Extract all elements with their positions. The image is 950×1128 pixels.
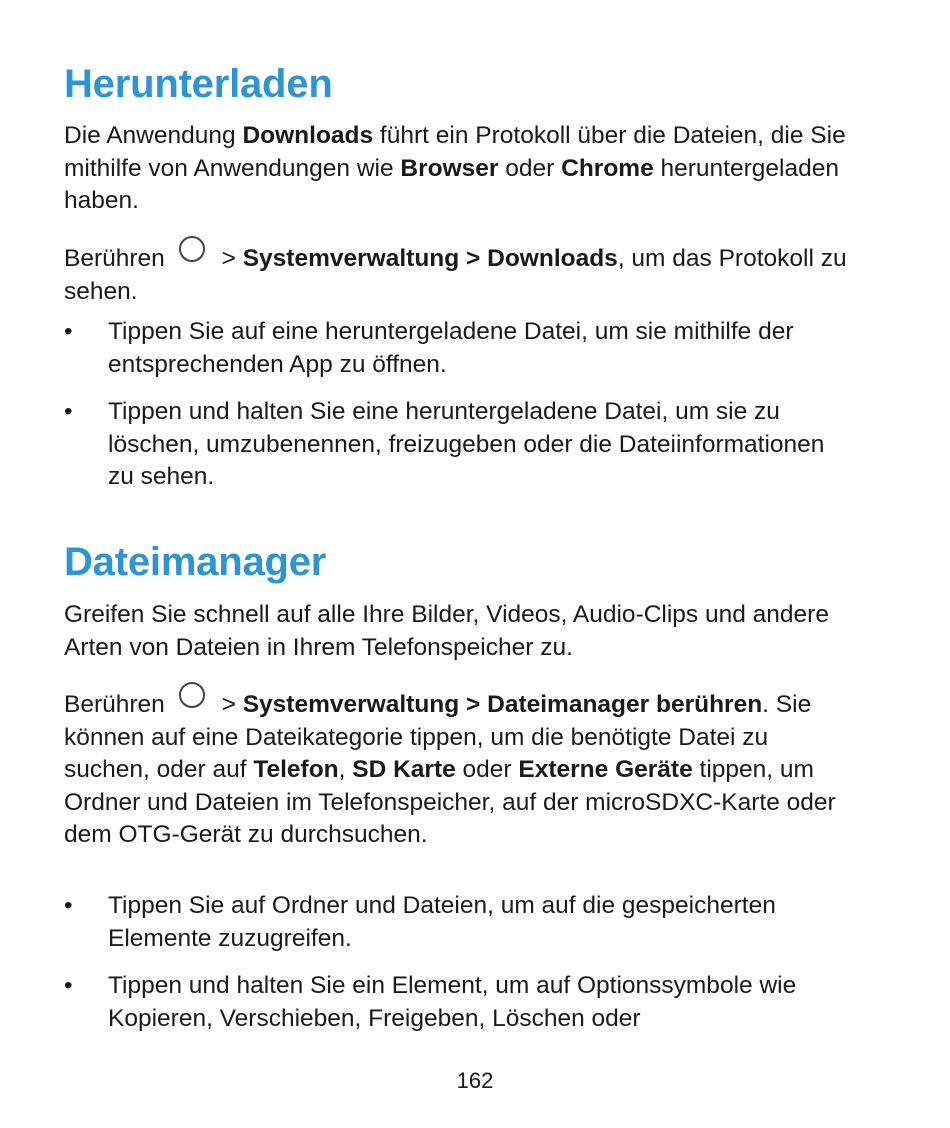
section-title-dateimanager: Dateimanager <box>64 540 327 584</box>
list-item-text: Tippen Sie auf Ordner und Dateien, um auf die gespeicherten Elemente zuzugreifen. <box>108 892 776 952</box>
bold-path-downloads: Systemverwaltung > Downloads <box>242 245 618 272</box>
bullet-icon: • <box>64 318 73 345</box>
paragraph-file-manager-path <box>64 682 854 852</box>
bold-externe-geraete: Externe Geräte <box>518 756 693 783</box>
text-run: Berühren <box>64 245 165 272</box>
list-item <box>64 970 864 1035</box>
list-item-text: Tippen und halten Sie ein Element, um auf Optionssymbole wie Kopieren, Verschieben, Freigeben, Löschen oder <box>108 972 797 1032</box>
text-run: > <box>214 691 243 718</box>
bold-telefon: Telefon <box>253 756 339 783</box>
text-run: > <box>214 245 243 272</box>
text-run: , <box>338 756 353 783</box>
text-run: oder <box>455 756 519 783</box>
bold-downloads: Downloads <box>242 122 374 149</box>
page-number: 162 <box>456 1068 494 1093</box>
bullet-icon: • <box>64 972 73 999</box>
list-item <box>64 396 864 494</box>
paragraph-downloads-path <box>64 236 854 308</box>
bold-sd-karte: SD Karte <box>352 756 456 783</box>
text-run: führt ein Protokoll über die Dateien, die Sie mithilfe von Anwendungen wie <box>64 122 846 182</box>
text-run: , um das Protokoll zu sehen. <box>64 245 847 305</box>
bullet-icon: • <box>64 892 73 919</box>
text-run: . Sie können auf eine Dateikategorie tippen, um die benötigte Datei zu suchen, oder auf <box>64 691 812 783</box>
section-title-herunterladen: Herunterladen <box>64 62 333 106</box>
list-item <box>64 890 864 955</box>
bold-chrome: Chrome <box>561 154 654 182</box>
home-circle-icon <box>179 236 205 262</box>
bold-path-dateimanager: Systemverwaltung > Dateimanager berühren <box>242 691 763 718</box>
text-run: Berühren <box>64 691 165 718</box>
list-item-text: Tippen Sie auf eine heruntergeladene Datei, um sie mithilfe der entsprechenden App zu öffnen. <box>108 318 794 378</box>
bullet-icon: • <box>64 398 73 425</box>
text-run: Die Anwendung <box>64 122 243 149</box>
paragraph-file-manager-intro: Greifen Sie schnell auf alle Ihre Bilder, Videos, Audio-Clips und andere Arten von Dateien in Ihrem Telefonspeicher zu. <box>64 601 829 661</box>
bold-browser: Browser <box>400 154 499 182</box>
text-run: tippen, um Ordner und Dateien im Telefonspeicher, auf der microSDXC-Karte oder dem OTG-Gerät zu durchsuchen. <box>64 756 836 848</box>
home-circle-icon <box>179 682 205 708</box>
paragraph-downloads-intro <box>64 120 854 218</box>
list-item-text: Tippen und halten Sie eine heruntergeladene Datei, um sie zu löschen, umzubenennen, freizugeben oder die Dateiinformationen zu sehen. <box>108 398 825 490</box>
text-run: heruntergeladen haben. <box>64 154 839 214</box>
text-run: oder <box>498 154 562 182</box>
list-item <box>64 316 864 381</box>
